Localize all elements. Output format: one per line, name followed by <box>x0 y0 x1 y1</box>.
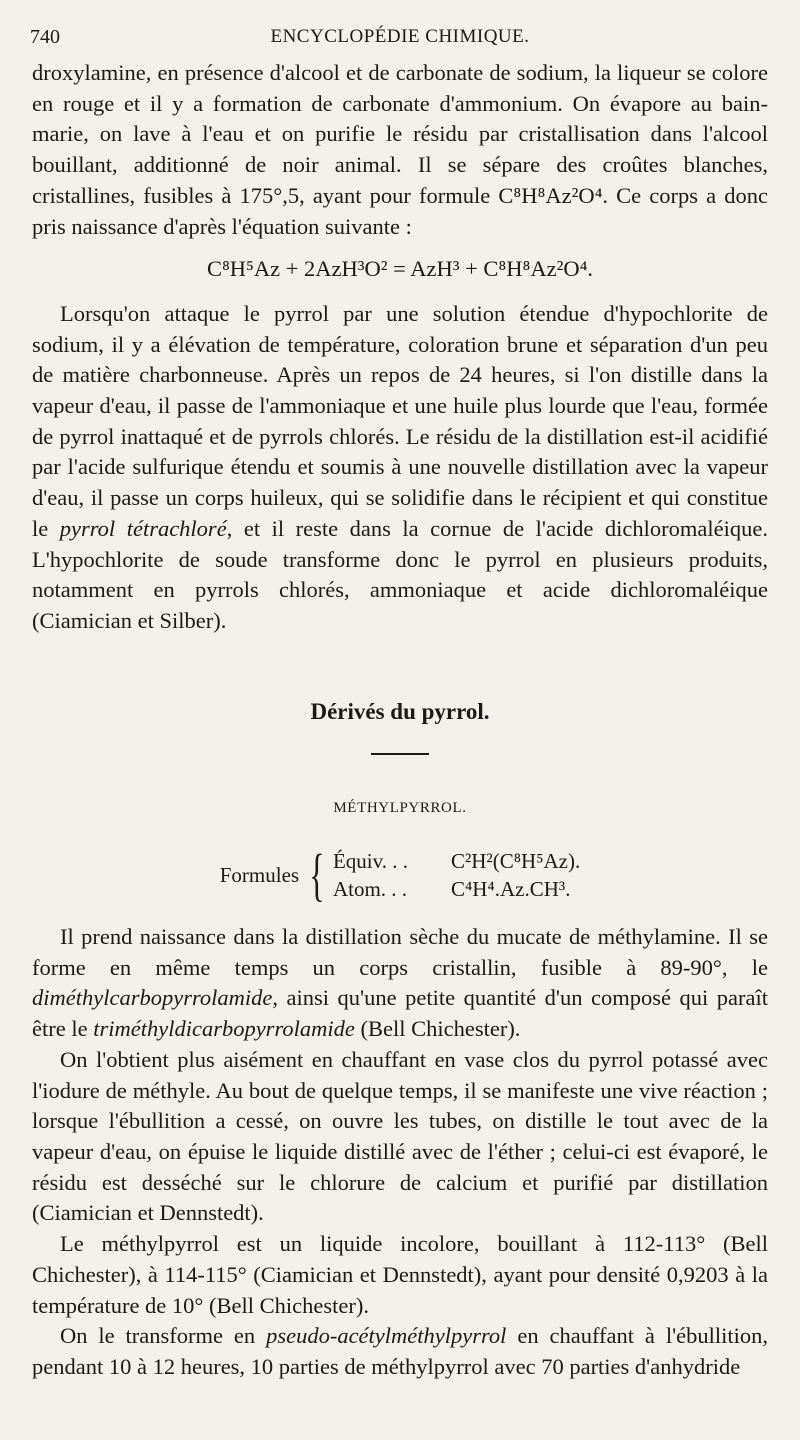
subsection-title: MÉTHYLPYRROL. <box>333 800 467 817</box>
paragraph-text: , et il reste dans la cornue de l'acide dichloromaléique. L'hypochlorite de soude transforme donc le pyrrol en plusieurs produits, notamment en pyrrols chlorés, ammoniaque et acide dichloromaléique (Ciamician et Silber). <box>32 515 768 633</box>
curly-brace-icon: { <box>309 842 325 908</box>
section-title: Dérivés du pyrrol. <box>310 698 490 724</box>
compound-name: pseudo-acétylméthylpyrrol <box>266 1323 507 1349</box>
paragraph-transformation <box>32 1321 768 1382</box>
chemical-equation: C⁸H⁵Az + 2AzH³O² = AzH³ + C⁸H⁸Az²O⁴. <box>206 256 594 282</box>
paragraph-text: (Bell Chichester). <box>354 1016 521 1042</box>
formulas-block <box>32 842 768 908</box>
page-number: 740 <box>30 26 60 48</box>
paragraph-text: , ainsi qu'une petite quantité d'un composé qui paraît être le <box>32 985 768 1042</box>
paragraph-text: Lorsqu'on attaque le pyrrol par une solution étendue d'hypochlorite de sodium, il y a élévation de température, coloration brune et séparation d'un peu de matière charbonneuse. Après un repos de 24 heures, si l'on distille dans la vapeur d'eau, il passe de l'ammoniaque et une huile plus lourde que l'eau, formée de pyrrol inattaqué et de pyrrols chlorés. Le résidu de la distillation est-il acidifié par l'acide sulfurique étendu et soumis à une nouvelle distillation avec la vapeur d'eau, il passe un corps huileux, qui se solidifie dans le récipient et qui constitue le <box>32 300 768 541</box>
compound-name: diméthylcarbopyrrolamide <box>32 985 273 1011</box>
formula-kind: Équiv. . . <box>332 849 408 874</box>
section-divider <box>371 753 429 755</box>
paragraph-text: Il prend naissance dans la distillation sèche du mucate de méthylamine. Il se forme en même temps un corps cristallin, fusible à 89-90°, le <box>32 924 768 980</box>
paragraph-hypochlorite <box>32 299 768 637</box>
compound-name: triméthyldicarbopyrrolamide <box>93 1016 355 1042</box>
formulas-rows <box>333 847 580 903</box>
page-header <box>30 26 770 52</box>
paragraph-origin <box>32 922 768 1045</box>
body-text <box>32 58 768 1383</box>
compound-name: pyrrol tétrachloré <box>59 515 227 541</box>
formula-kind: Atom. . . <box>332 877 408 902</box>
formulas-label: Formules <box>219 863 300 888</box>
paragraph-text: en chauffant à l'ébullition, pendant 10 à 12 heures, 10 parties de méthylpyrrol avec 70 parties d'anhydride <box>32 1323 768 1379</box>
formula-row-equiv <box>333 847 580 875</box>
running-title: ENCYCLOPÉDIE CHIMIQUE. <box>270 26 530 47</box>
formula-row-atom <box>333 875 580 903</box>
paragraph-continued: droxylamine, en présence d'alcool et de carbonate de sodium, la liqueur se colore en rouge et il y a formation de carbonate d'ammonium. On évapore au bain-marie, on lave à l'eau et on purifie le résidu par cristallisation dans l'alcool bouillant, additionné de noir animal. Il se sépare des croûtes blanches, cristallines, fusibles à 175°,5, ayant pour formule C⁸H⁸Az²O⁴. Ce corps a donc pris naissance d'après l'équation suivante : <box>32 60 768 239</box>
paragraph-preparation: On l'obtient plus aisément en chauffant en vase clos du pyrrol potassé avec l'iodure de méthyle. Au bout de quelque temps, il se manifeste une vive réaction ; lorsque l'ébullition a cessé, on ouvre les tubes, on distille le tout avec de la vapeur d'eau, on épuise le liquide distillé avec de l'éther ; celui-ci est évaporé, le résidu est desséché sur le chlorure de calcium et purifié par distillation (Ciamician et Dennstedt). <box>32 1046 768 1226</box>
paragraph-text: On le transforme en <box>60 1323 267 1349</box>
formula-value: C²H²(C⁸H⁵Az). <box>450 849 581 874</box>
paragraph-properties: Le méthylpyrrol est un liquide incolore, bouillant à 112-113° (Bell Chichester), à 114-115° (Ciamician et Dennstedt), ayant pour densité 0,9203 à la température de 10° (Bell Chichester). <box>32 1231 768 1318</box>
formula-value: C⁴H⁴.Az.CH³. <box>450 877 571 902</box>
